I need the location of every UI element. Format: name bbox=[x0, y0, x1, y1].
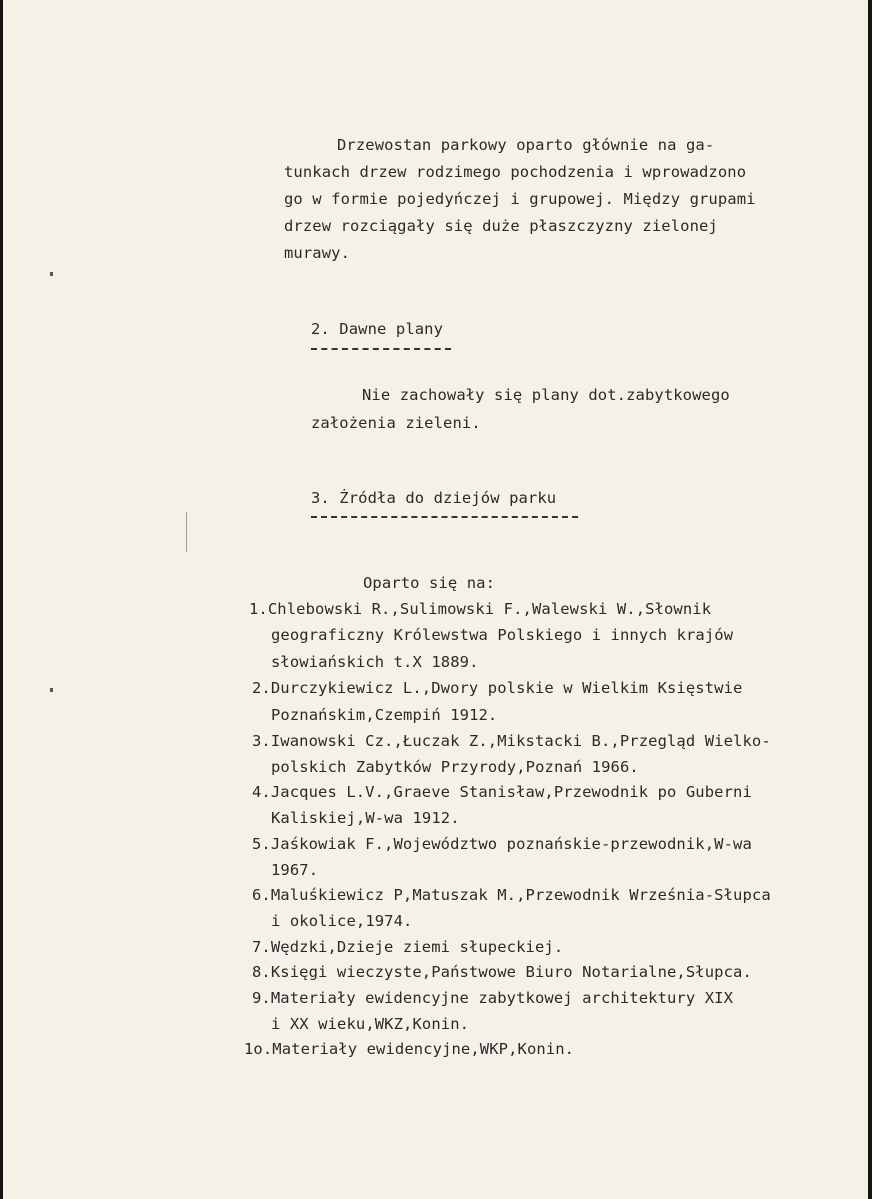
source-line: 8.Księgi wieczyste,Państwowe Biuro Notarialne,Słupca. bbox=[252, 963, 752, 981]
source-line: 2.Durczykiewicz L.,Dwory polskie w Wielkim Księstwie bbox=[252, 679, 743, 697]
intro-line: tunkach drzew rodzimego pochodzenia i wprowadzono bbox=[284, 163, 747, 181]
source-line: 9.Materiały ewidencyjne zabytkowej architektury XIX bbox=[252, 989, 734, 1007]
intro-line: go w formie pojedyńczej i grupowej. Między grupami bbox=[284, 190, 756, 208]
intro-line: Drzewostan parkowy oparto głównie na ga- bbox=[337, 136, 715, 154]
section-2-line: Nie zachowały się plany dot.zabytkowego bbox=[362, 386, 730, 404]
margin-mark bbox=[186, 512, 187, 552]
source-line: 1967. bbox=[271, 861, 319, 879]
source-line: 4.Jacques L.V.,Graeve Stanisław,Przewodnik po Guberni bbox=[252, 783, 752, 801]
sources-lead: Oparto się na: bbox=[363, 574, 496, 592]
source-line: Kaliskiej,W-wa 1912. bbox=[271, 809, 460, 827]
source-line: geograficzny Królewstwa Polskiego i innych krajów bbox=[271, 626, 734, 644]
source-line: 7.Wędzki,Dzieje ziemi słupeckiej. bbox=[252, 938, 564, 956]
section-3-underline bbox=[311, 516, 578, 520]
source-line: słowiańskich t.X 1889. bbox=[271, 653, 479, 671]
section-3-heading: 3. Żródła do dziejów parku bbox=[311, 489, 557, 507]
scan-right-border bbox=[868, 0, 872, 1199]
source-line: 1o.Materiały ewidencyjne,WKP,Konin. bbox=[244, 1040, 575, 1058]
section-2-underline bbox=[311, 348, 451, 352]
source-line: 5.Jaśkowiak F.,Województwo poznańskie-przewodnik,W-wa bbox=[252, 835, 752, 853]
intro-line: drzew rozciągały się duże płaszczyzny zielonej bbox=[284, 217, 718, 235]
source-line: polskich Zabytków Przyrody,Poznań 1966. bbox=[271, 758, 639, 776]
source-line: 6.Maluśkiewicz P,Matuszak M.,Przewodnik Września-Słupca bbox=[252, 886, 771, 904]
source-line: i okolice,1974. bbox=[271, 912, 413, 930]
margin-mark bbox=[50, 688, 53, 692]
source-line: i XX wieku,WKZ,Konin. bbox=[271, 1015, 470, 1033]
section-2-heading: 2. Dawne plany bbox=[311, 320, 444, 338]
source-line: 3.Iwanowski Cz.,Łuczak Z.,Mikstacki B.,Przegląd Wielko- bbox=[252, 732, 771, 750]
source-line: Poznańskim,Czempiń 1912. bbox=[271, 706, 498, 724]
intro-line: murawy. bbox=[284, 244, 351, 262]
scan-left-border bbox=[0, 0, 3, 1199]
section-2-line: założenia zieleni. bbox=[311, 414, 481, 432]
source-line: 1.Chlebowski R.,Sulimowski F.,Walewski W.,Słownik bbox=[249, 600, 712, 618]
margin-mark bbox=[50, 272, 53, 276]
